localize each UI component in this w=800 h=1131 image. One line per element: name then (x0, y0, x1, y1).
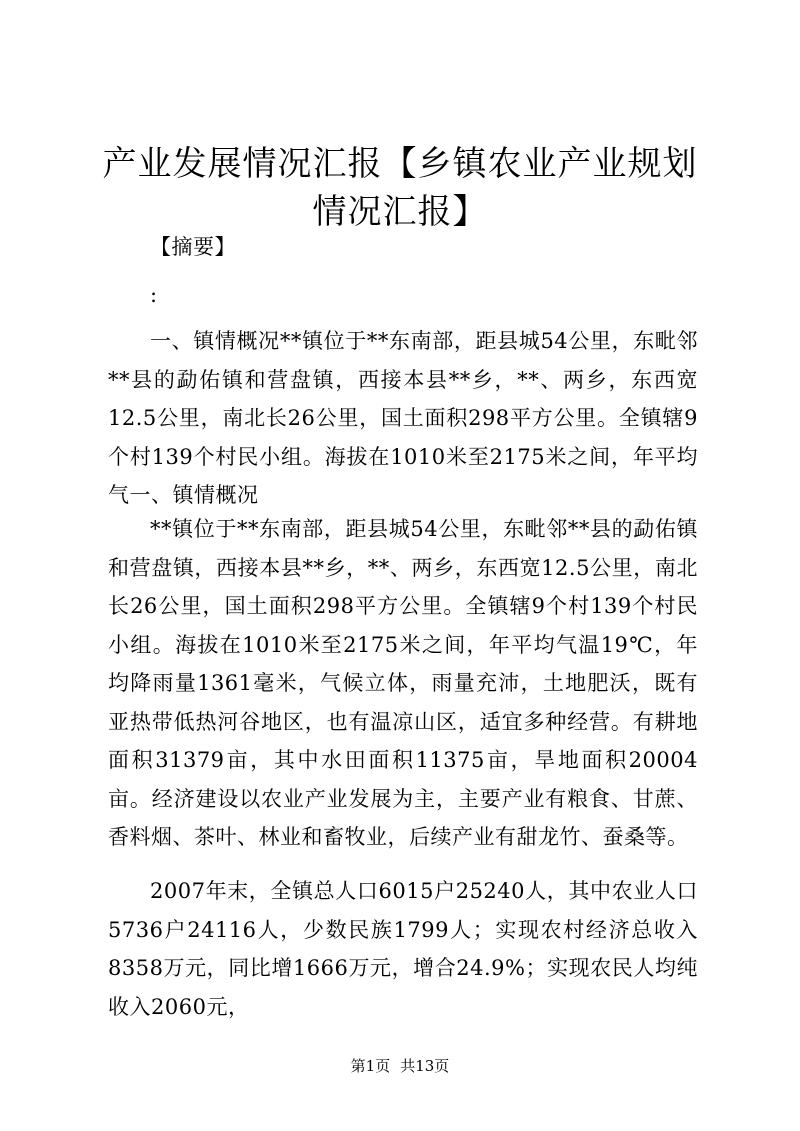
document-title: 产业发展情况汇报【乡镇农业产业规划情况汇报】 (102, 144, 698, 232)
abstract-colon: : (150, 283, 158, 307)
page-footer (0, 1056, 800, 1076)
abstract-label: 【摘要】 (150, 235, 236, 259)
paragraph-1: 一、镇情概况**镇位于**东南部，距县城54公里，东毗邻**县的勐佑镇和营盘镇，西接本县**乡，**、两乡，东西宽12.5公里，南北长26公里，国土面积298平方公里。全镇辖9个村139个村民小组。海拔在1010米至2175米之间，年平均气一、镇情概况 (108, 329, 698, 507)
paragraph-2: **镇位于**东南部，距县城54公里，东毗邻**县的勐佑镇和营盘镇，西接本县**乡，**、两乡，东西宽12.5公里，南北长26公里，国土面积298平方公里。全镇辖9个村139个村民小组。海拔在1010米至2175米之间，年平均气温19℃，年均降雨量1361毫米，气候立体，雨量充沛，土地肥沃，既有亚热带低热河谷地区，也有温凉山区，适宜多种经营。有耕地面积31379亩，其中水田面积11375亩，旱地面积20004亩。经济建设以农业产业发展为主，主要产业有粮食、甘蔗、香料烟、茶叶、林业和畜牧业，后续产业有甜龙竹、蚕桑等。 (108, 517, 698, 849)
page-number: 第1页 (350, 1057, 391, 1075)
paragraph-3: 2007年末，全镇总人口6015户25240人，其中农业人口5736户24116人，少数民族1799人；实现农村经济总收入8358万元，同比增1666万元，增合24.9%；实现农民人均纯收入2060元， (108, 879, 698, 1019)
page-total: 共13页 (400, 1057, 450, 1075)
